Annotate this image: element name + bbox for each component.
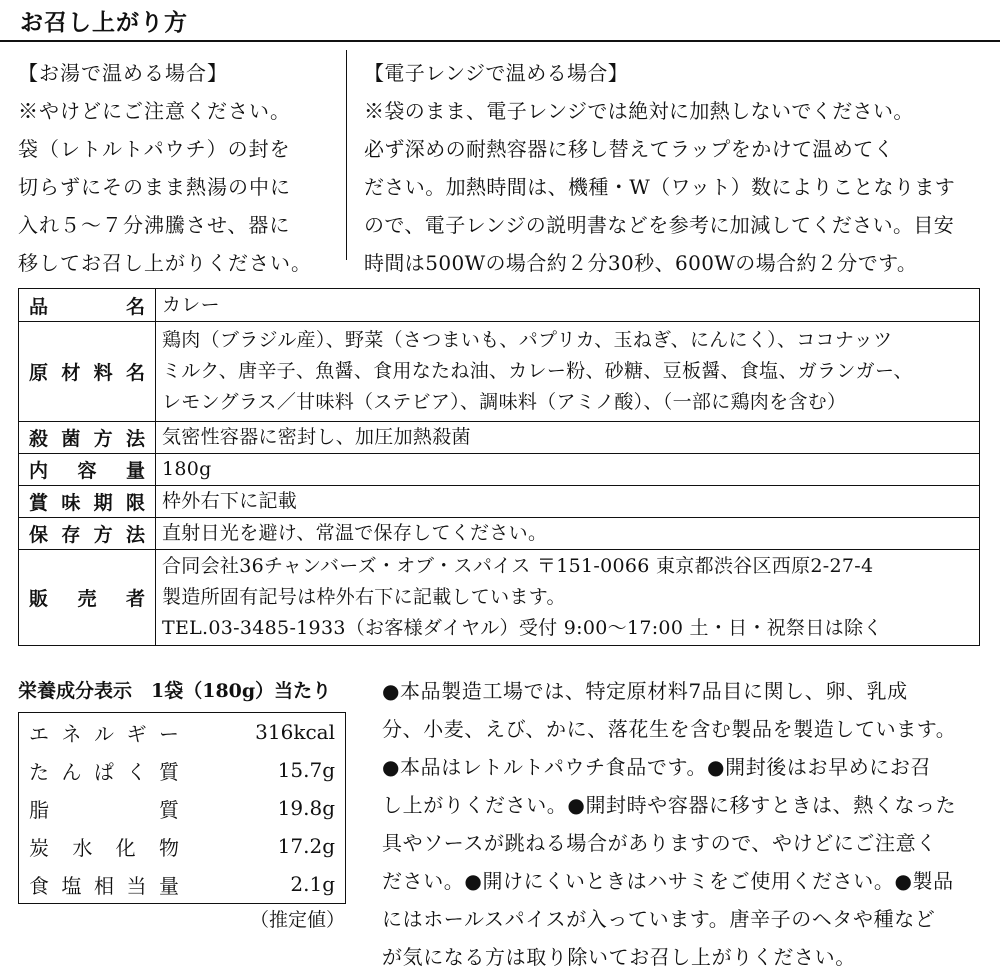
microwave-line: 必ず深めの耐熱容器に移し替えてラップをかけて温めてく <box>364 137 894 161</box>
seller-line: TEL.03-3485-1933（お客様ダイヤル）受付 9:00～17:00 土・日・祝祭日は除く <box>162 617 883 639</box>
microwave-line: ださい。加熱時間は、機種・W（ワット）数によりことなります <box>364 175 956 199</box>
microwave-line: ので、電子レンジの説明書などを参考に加減してください。目安 <box>364 213 955 237</box>
nutrient-name: 食塩相当量 <box>29 873 179 898</box>
row-value-ingredients <box>156 322 980 422</box>
column-divider <box>346 50 347 260</box>
hot-water-line: 切らずにそのまま熱湯の中に <box>18 175 291 199</box>
row-value-contents: 180g <box>156 454 980 486</box>
nutrient-name: 脂質 <box>29 797 179 822</box>
hot-water-line: 袋（レトルトパウチ）の封を <box>18 137 291 161</box>
microwave-section <box>364 54 994 282</box>
nutrient-value: 2.1g <box>290 872 335 896</box>
caution-line: にはホールスパイスが入っています。唐辛子のヘタや種など <box>382 907 936 931</box>
caution-line: が気になる方は取り除いてお召し上がりください。 <box>382 945 856 969</box>
ingredients-line: レモングラス／甘味料（ステビア）、調味料（アミノ酸）、（一部に鶏肉を含む） <box>162 391 847 413</box>
table-row <box>19 422 980 454</box>
hot-water-heading: 【お湯で温める場合】 <box>18 61 228 85</box>
table-row <box>19 751 346 789</box>
table-row <box>19 486 980 518</box>
row-label-ingredients: 原材料名 <box>19 322 156 422</box>
microwave-heading: 【電子レンジで温める場合】 <box>364 61 629 85</box>
row-label-seller: 販売者 <box>19 550 156 646</box>
nutrient-value: 316kcal <box>255 720 335 744</box>
nutrient-name: 炭水化物 <box>29 835 179 860</box>
microwave-line: 時間は500Wの場合約２分30秒、600Wの場合約２分です。 <box>364 251 918 275</box>
nutrient-value: 19.8g <box>277 796 335 820</box>
caution-line: し上がりください。●開封時や容器に移すときは、熱くなった <box>382 793 957 817</box>
table-row <box>19 865 346 904</box>
hot-water-line: ※やけどにご注意ください。 <box>18 99 291 123</box>
seller-line: 製造所固有記号は枠外右下に記載しています。 <box>162 586 566 608</box>
caution-line: 具やソースが跳ねる場合がありますので、やけどにご注意く <box>382 831 937 855</box>
table-row <box>19 454 980 486</box>
row-label-best-before: 賞味期限 <box>19 486 156 518</box>
page-title: お召し上がり方 <box>20 9 188 36</box>
nutrient-value: 17.2g <box>277 834 335 858</box>
row-value-sterilization: 気密性容器に密封し、加圧加熱殺菌 <box>156 422 980 454</box>
table-row <box>19 322 980 422</box>
table-row <box>19 550 980 646</box>
nutrient-name: エネルギー <box>29 721 179 746</box>
nutrition-note: （推定値） <box>250 909 346 931</box>
nutrition-title: 栄養成分表示 1袋（180g）当たり <box>18 680 332 702</box>
hot-water-line: 入れ５～７分沸騰させ、器に <box>18 213 291 237</box>
nutrition-table <box>18 712 346 904</box>
row-label-sterilization: 殺菌方法 <box>19 422 156 454</box>
row-label-contents: 内容量 <box>19 454 156 486</box>
title-rule <box>0 40 1000 42</box>
table-row <box>19 789 346 827</box>
product-info-table <box>18 288 980 646</box>
caution-line: ●本品はレトルトパウチ食品です。●開封後はお早めにお召 <box>382 755 932 779</box>
hot-water-line: 移してお召し上がりください。 <box>18 251 312 275</box>
table-row <box>19 713 346 752</box>
row-value-storage: 直射日光を避け、常温で保存してください。 <box>156 518 980 550</box>
nutrient-name: たんぱく質 <box>29 759 179 784</box>
cautions-section <box>382 672 982 976</box>
ingredients-line: 鶏肉（ブラジル産）、野菜（さつまいも、パプリカ、玉ねぎ、にんにく）、ココナッツ <box>162 329 893 351</box>
microwave-line: ※袋のまま、電子レンジでは絶対に加熱しないでください。 <box>364 99 914 123</box>
hot-water-section <box>18 54 338 282</box>
table-row <box>19 827 346 865</box>
seller-line: 合同会社36チャンバーズ・オブ・スパイス 〒151-0066 東京都渋谷区西原2-27-4 <box>162 555 874 577</box>
caution-line: ださい。●開けにくいときはハサミをご使用ください。●製品 <box>382 869 954 893</box>
row-label-storage: 保存方法 <box>19 518 156 550</box>
row-value-seller <box>156 550 980 646</box>
row-value-best-before: 枠外右下に記載 <box>156 486 980 518</box>
row-label-name: 品名 <box>19 289 156 322</box>
caution-line: 分、小麦、えび、かに、落花生を含む製品を製造しています。 <box>382 717 957 741</box>
table-row <box>19 289 980 322</box>
table-row <box>19 518 980 550</box>
caution-line: ●本品製造工場では、特定原材料7品目に関し、卵、乳成 <box>382 679 908 703</box>
row-value-name: カレー <box>156 289 980 322</box>
nutrient-value: 15.7g <box>277 758 335 782</box>
ingredients-line: ミルク、唐辛子、魚醤、食用なたね油、カレー粉、砂糖、豆板醤、食塩、ガランガー、 <box>162 360 913 382</box>
